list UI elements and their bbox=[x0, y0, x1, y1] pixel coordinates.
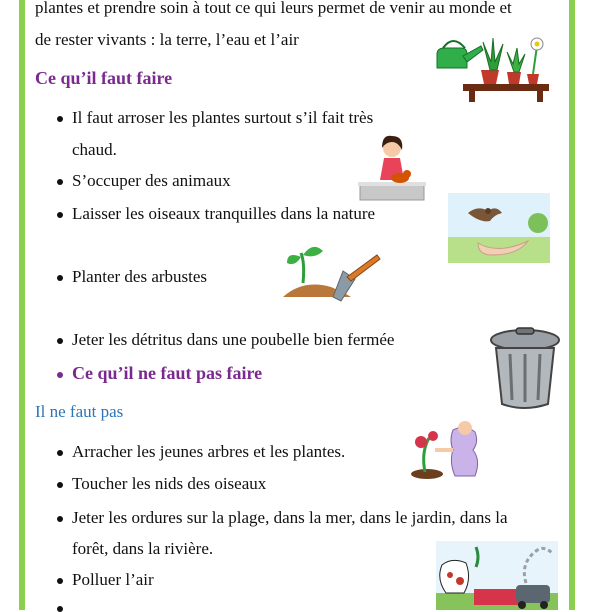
intro-line-2: de rester vivants : la terre, l’eau et l’air bbox=[35, 30, 299, 49]
list-item: Laisser les oiseaux tranquilles dans la nature bbox=[72, 204, 376, 223]
list-item-continuation: forêt, dans la rivière. bbox=[72, 539, 214, 558]
watering-can-plants-icon bbox=[433, 32, 553, 104]
subheading-dont: Il ne faut pas bbox=[35, 402, 124, 421]
bullet bbox=[57, 338, 63, 344]
polluting-car-icon bbox=[436, 541, 558, 610]
bullet bbox=[57, 116, 63, 122]
bullet bbox=[57, 450, 63, 456]
bullet bbox=[57, 179, 63, 185]
bullet bbox=[57, 212, 63, 218]
list-item: Toucher les nids des oiseaux bbox=[72, 474, 267, 493]
page-border-left bbox=[19, 0, 25, 610]
person-pulling-plant-icon bbox=[409, 420, 489, 482]
girl-with-pet-icon bbox=[358, 134, 426, 204]
list-item: Jeter les ordures sur la plage, dans la mer, dans le jardin, dans la bbox=[72, 508, 508, 527]
list-item: Arracher les jeunes arbres et les plantes. bbox=[72, 442, 346, 461]
section-heading-dont: Ce qu’il ne faut pas faire bbox=[72, 363, 263, 383]
list-item: Planter des arbustes bbox=[72, 267, 208, 286]
bullet bbox=[57, 275, 63, 281]
bullet bbox=[57, 578, 63, 584]
seedling-trowel-icon bbox=[281, 243, 381, 303]
bullet bbox=[57, 482, 63, 488]
trash-can-icon bbox=[488, 326, 562, 410]
list-item: Jeter les détritus dans une poubelle bien fermée bbox=[72, 330, 395, 349]
list-item: S’occuper des animaux bbox=[72, 171, 231, 190]
bullet bbox=[57, 372, 63, 378]
bullet bbox=[57, 606, 63, 612]
bullet bbox=[57, 516, 63, 522]
list-item-continuation: chaud. bbox=[72, 140, 117, 159]
list-item: Polluer l’air bbox=[72, 570, 154, 589]
list-item: Il faut arroser les plantes surtout s’il fait très bbox=[72, 108, 374, 127]
bird-hands-icon bbox=[448, 193, 550, 263]
page-border-right bbox=[569, 0, 575, 610]
section-heading-do: Ce qu’il faut faire bbox=[35, 68, 173, 88]
intro-line-1: plantes et prendre soin à tout ce qui leurs permet de venir au monde et bbox=[35, 0, 512, 17]
